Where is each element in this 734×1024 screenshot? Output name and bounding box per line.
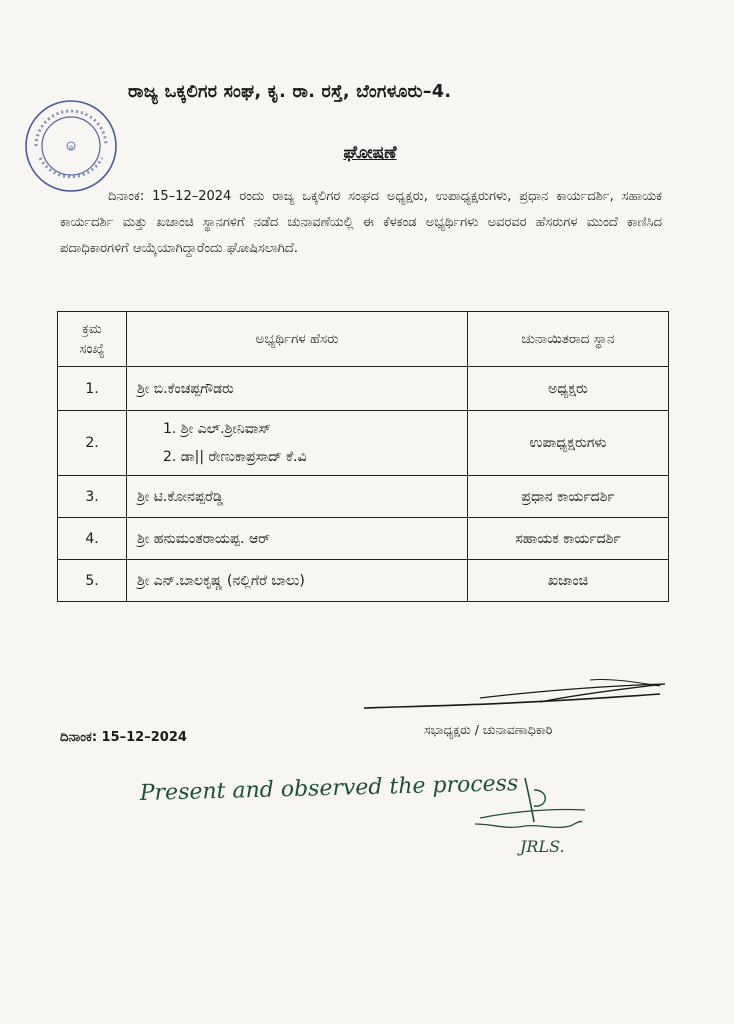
table-row (58, 367, 669, 411)
handwritten-note-text: Present and observed the process (139, 771, 519, 806)
table-row (58, 518, 669, 560)
table-row (58, 560, 669, 602)
table-header-row (58, 312, 669, 367)
row-name: ಶ್ರೀ ಎನ್.ಬಾಲಕೃಷ್ಣ (ನಲ್ಲಿಗೆರೆ ಬಾಲು) (127, 560, 468, 602)
row-post: ಖಜಾಂಚಿ (468, 560, 669, 602)
table-row (58, 411, 669, 476)
row-post: ಪ್ರಧಾನ ಕಾರ್ಯದರ್ಶಿ (468, 476, 669, 518)
row-post: ಅಧ್ಯಕ್ಷರು (468, 367, 669, 411)
row-serial: 5. (58, 560, 127, 602)
row-post: ಸಹಾಯಕ ಕಾರ್ಯದರ್ಶಿ (468, 518, 669, 560)
row-name (127, 411, 468, 476)
row-serial: 1. (58, 367, 127, 411)
signatory-label: ಸಭಾಧ್ಯಕ್ಷರು / ಚುನಾವಣಾಧಿಕಾರಿ (424, 722, 553, 737)
row-serial: 4. (58, 518, 127, 560)
list-item: 1. ಶ್ರೀ ಎಲ್.ಶ್ರೀನಿವಾಸ್ (163, 421, 271, 437)
announcement-title: ಘೋಷಣೆ (343, 143, 397, 163)
table-row (58, 476, 669, 518)
header-serial-line2: ಸಂಖ್ಯೆ (79, 341, 105, 357)
row-name: ಶ್ರೀ ಹನುಮಂತರಾಯಪ್ಪ. ಆರ್ (127, 518, 468, 560)
list-item: 2. ಡಾ|| ರೇಣುಕಾಪ್ರಸಾದ್ ಕೆ.ವಿ (163, 449, 307, 465)
announcement-body: ದಿನಾಂಕ: 15–12–2024 ರಂದು ರಾಜ್ಯ ಒಕ್ಕಲಿಗರ ಸಂಘದ ಅಧ್ಯಕ್ಷರು, ಉಪಾಧ್ಯಕ್ಷರುಗಳು, ಪ್ರಧಾನ ಕಾರ್ಯದರ್ಶಿ, ಸಹಾಯಕ ಕಾರ್ಯದರ್ಶಿ ಮತ್ತು ಖಜಾಂಚಿ ಸ್ಥಾನಗಳಿಗೆ ನಡೆದ ಚುನಾವಣೆಯಲ್ಲಿ ಈ ಕೆಳಕಂಡ ಅಭ್ಯರ್ಥಿಗಳು ಅವರವರ ಹೆಸರುಗಳ ಮುಂದೆ ಕಾಣಿಸಿದ ಪದಾಧಿಕಾರಗಳಿಗೆ ಆಯ್ಕೆಯಾಗಿದ್ದಾರೆಂದು ಘೋಷಿಸಲಾಗಿದೆ. (60, 189, 662, 256)
header-serial-line1: ಕ್ರಮ (82, 321, 102, 337)
row-name: ಶ್ರೀ ಟಿ.ಕೋನಪ್ಪರೆಡ್ಡಿ (127, 476, 468, 518)
name-list (137, 415, 457, 471)
svg-text:✲: ✲ (68, 144, 74, 152)
row-post: ಉಪಾಧ್ಯಕ್ಷರುಗಳು (468, 411, 669, 476)
row-serial: 2. (58, 411, 127, 476)
organization-heading: ರಾಜ್ಯ ಒಕ್ಕಲಿಗರ ಸಂಘ, ಕೃ. ರಾ. ರಸ್ತೆ, ಬೆಂಗಳೂರು–4. (128, 82, 452, 102)
handwritten-note (130, 760, 600, 870)
organization-seal (22, 98, 120, 194)
header-name: ಅಭ್ಯರ್ಥಿಗಳ ಹೆಸರು (127, 312, 468, 367)
results-table (57, 311, 669, 602)
header-post: ಚುನಾಯಿತರಾದ ಸ್ಥಾನ (468, 312, 669, 367)
signature-initials: JRLS. (520, 837, 565, 856)
footer-date: ದಿನಾಂಕ: 15–12–2024 (60, 730, 187, 745)
row-name: ಶ್ರೀ ಬಿ.ಕೆಂಚಪ್ಪಗೌಡರು (127, 367, 468, 411)
row-serial: 3. (58, 476, 127, 518)
signature-stroke (360, 672, 670, 717)
header-serial (58, 312, 127, 367)
